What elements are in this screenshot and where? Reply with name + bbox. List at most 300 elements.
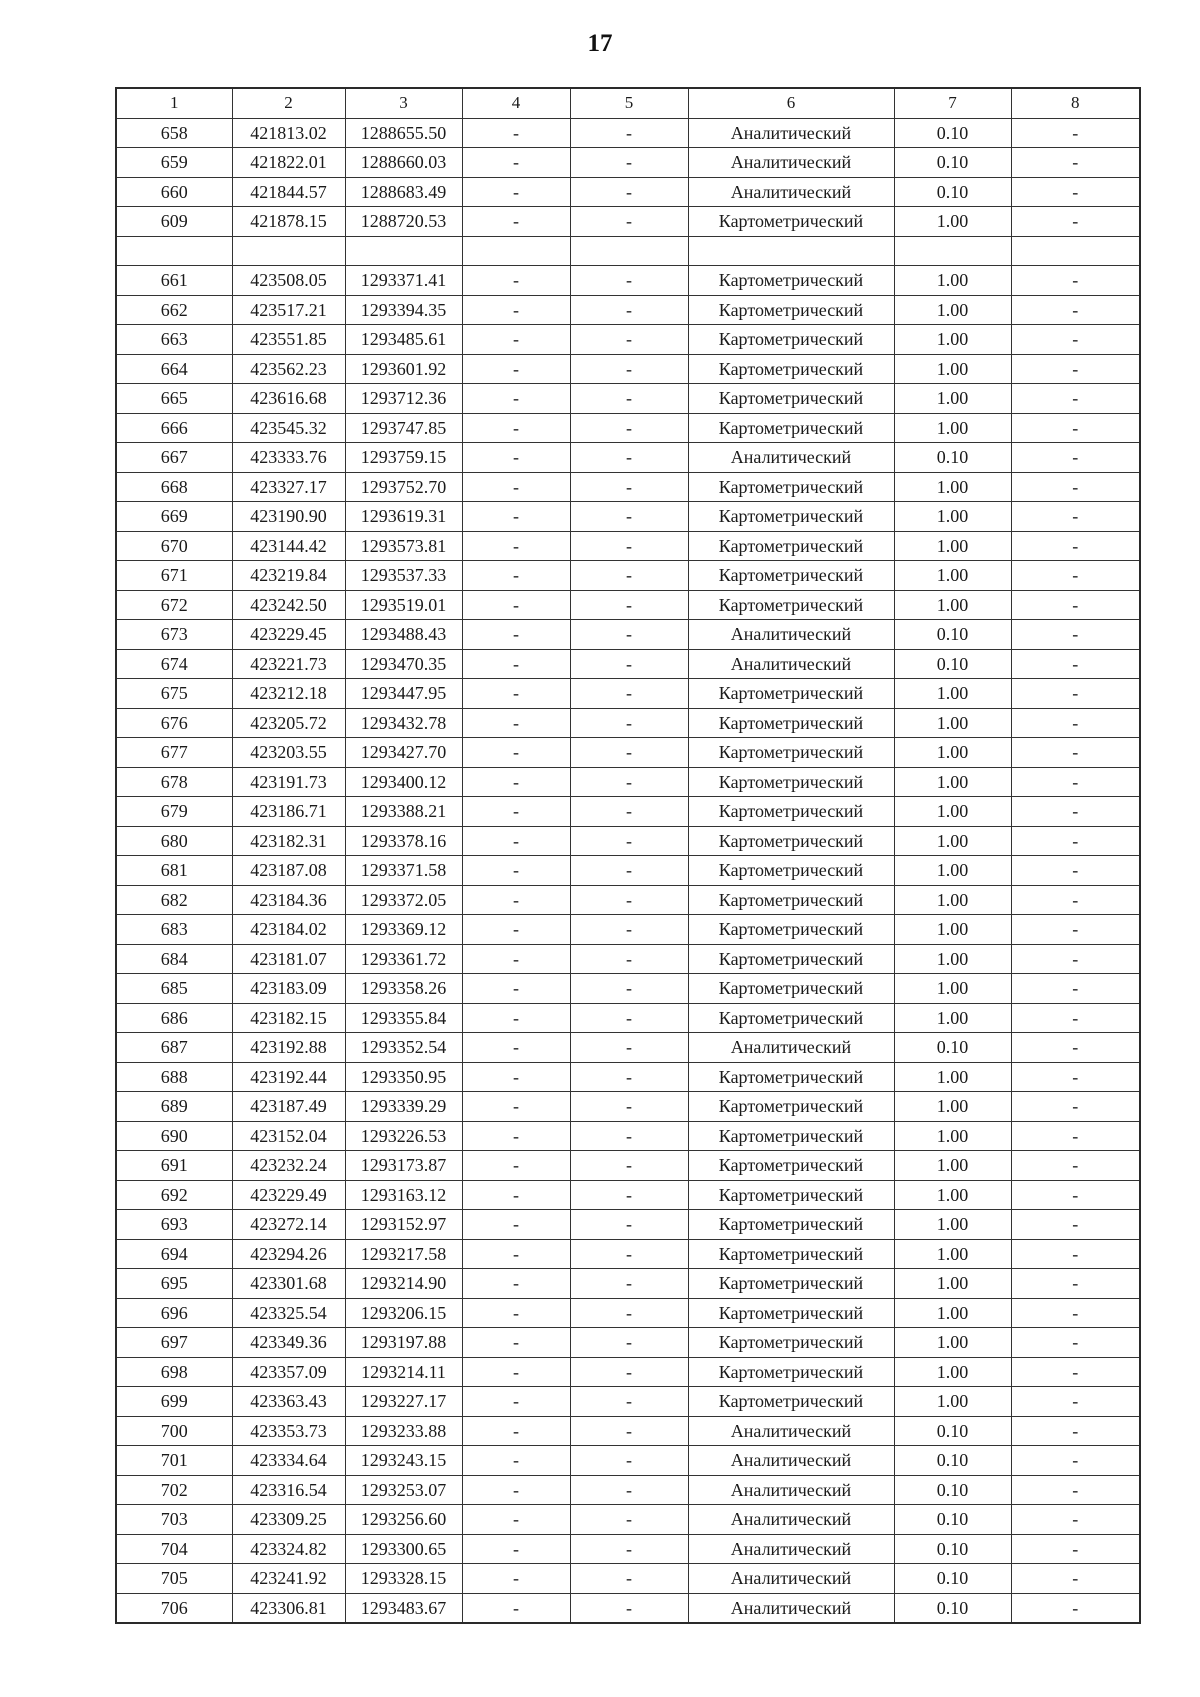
y-coordinate-cell: 1293388.21 — [345, 797, 462, 827]
x-coordinate-cell: 423294.26 — [232, 1239, 345, 1269]
table-row — [116, 561, 1140, 591]
column-5-cell: - — [570, 885, 688, 915]
column-5-cell: - — [570, 1003, 688, 1033]
column-4-cell: - — [462, 295, 570, 325]
method-cell: Картометрический — [688, 1003, 894, 1033]
y-coordinate-cell: 1288720.53 — [345, 207, 462, 237]
column-8-cell: - — [1011, 1151, 1140, 1181]
precision-cell: 1.00 — [894, 1092, 1011, 1122]
y-coordinate-cell: 1293253.07 — [345, 1475, 462, 1505]
table-row — [116, 1298, 1140, 1328]
point-number-cell: 700 — [116, 1416, 232, 1446]
column-5-cell: - — [570, 738, 688, 768]
point-number-cell: 658 — [116, 118, 232, 148]
column-5-cell: - — [570, 207, 688, 237]
column-8-cell: - — [1011, 856, 1140, 886]
point-number-cell: 688 — [116, 1062, 232, 1092]
y-coordinate-cell: 1293206.15 — [345, 1298, 462, 1328]
precision-cell: 0.10 — [894, 1564, 1011, 1594]
table-row — [116, 885, 1140, 915]
column-4-cell: - — [462, 915, 570, 945]
x-coordinate-cell: 423187.49 — [232, 1092, 345, 1122]
column-8-cell: - — [1011, 502, 1140, 532]
column-4-cell: - — [462, 1416, 570, 1446]
x-coordinate-cell: 423186.71 — [232, 797, 345, 827]
column-4-cell: - — [462, 1210, 570, 1240]
method-cell: Аналитический — [688, 620, 894, 650]
precision-cell — [894, 236, 1011, 266]
x-coordinate-cell: 423324.82 — [232, 1534, 345, 1564]
table-row — [116, 1092, 1140, 1122]
method-cell: Картометрический — [688, 1121, 894, 1151]
y-coordinate-cell: 1293519.01 — [345, 590, 462, 620]
column-4-cell: - — [462, 531, 570, 561]
precision-cell: 0.10 — [894, 1534, 1011, 1564]
table-row — [116, 472, 1140, 502]
table-row — [116, 207, 1140, 237]
column-header: 6 — [688, 88, 894, 118]
column-8-cell: - — [1011, 148, 1140, 178]
y-coordinate-cell: 1293328.15 — [345, 1564, 462, 1594]
method-cell: Картометрический — [688, 561, 894, 591]
column-5-cell: - — [570, 1505, 688, 1535]
column-5-cell: - — [570, 649, 688, 679]
column-8-cell: - — [1011, 797, 1140, 827]
column-4-cell: - — [462, 1180, 570, 1210]
x-coordinate-cell: 423183.09 — [232, 974, 345, 1004]
method-cell: Аналитический — [688, 443, 894, 473]
table-row — [116, 148, 1140, 178]
column-4-cell: - — [462, 354, 570, 384]
precision-cell: 1.00 — [894, 856, 1011, 886]
column-8-cell: - — [1011, 1269, 1140, 1299]
column-5-cell: - — [570, 502, 688, 532]
precision-cell: 1.00 — [894, 472, 1011, 502]
precision-cell: 1.00 — [894, 1239, 1011, 1269]
table-row — [116, 649, 1140, 679]
column-8-cell: - — [1011, 1593, 1140, 1623]
column-5-cell: - — [570, 708, 688, 738]
column-4-cell: - — [462, 1298, 570, 1328]
method-cell: Картометрический — [688, 384, 894, 414]
point-number-cell: 685 — [116, 974, 232, 1004]
column-8-cell: - — [1011, 679, 1140, 709]
x-coordinate-cell: 423184.02 — [232, 915, 345, 945]
point-number-cell: 695 — [116, 1269, 232, 1299]
x-coordinate-cell: 423192.44 — [232, 1062, 345, 1092]
column-4-cell: - — [462, 974, 570, 1004]
precision-cell: 1.00 — [894, 531, 1011, 561]
point-number-cell: 690 — [116, 1121, 232, 1151]
column-4-cell: - — [462, 207, 570, 237]
column-8-cell: - — [1011, 1092, 1140, 1122]
point-number-cell: 675 — [116, 679, 232, 709]
point-number-cell: 703 — [116, 1505, 232, 1535]
method-cell: Картометрический — [688, 1357, 894, 1387]
x-coordinate-cell: 423616.68 — [232, 384, 345, 414]
x-coordinate-cell: 423306.81 — [232, 1593, 345, 1623]
y-coordinate-cell: 1293537.33 — [345, 561, 462, 591]
precision-cell: 0.10 — [894, 1505, 1011, 1535]
y-coordinate-cell: 1293352.54 — [345, 1033, 462, 1063]
point-number-cell: 668 — [116, 472, 232, 502]
y-coordinate-cell: 1293488.43 — [345, 620, 462, 650]
method-cell: Картометрический — [688, 502, 894, 532]
method-cell: Картометрический — [688, 1269, 894, 1299]
column-4-cell: - — [462, 590, 570, 620]
table-row — [116, 944, 1140, 974]
column-5-cell: - — [570, 1534, 688, 1564]
table-row — [116, 1475, 1140, 1505]
column-8-cell: - — [1011, 1564, 1140, 1594]
column-8-cell: - — [1011, 708, 1140, 738]
y-coordinate-cell: 1288655.50 — [345, 118, 462, 148]
point-number-cell: 677 — [116, 738, 232, 768]
coordinates-table — [115, 87, 1141, 1624]
column-5-cell: - — [570, 177, 688, 207]
table-row — [116, 1210, 1140, 1240]
point-number-cell: 682 — [116, 885, 232, 915]
table-row — [116, 1446, 1140, 1476]
precision-cell: 1.00 — [894, 974, 1011, 1004]
column-8-cell: - — [1011, 384, 1140, 414]
y-coordinate-cell: 1293483.67 — [345, 1593, 462, 1623]
column-5-cell: - — [570, 1092, 688, 1122]
method-cell: Аналитический — [688, 1475, 894, 1505]
method-cell: Картометрический — [688, 826, 894, 856]
column-4-cell: - — [462, 1062, 570, 1092]
method-cell: Картометрический — [688, 207, 894, 237]
table-row — [116, 502, 1140, 532]
point-number-cell: 702 — [116, 1475, 232, 1505]
column-4-cell: - — [462, 413, 570, 443]
method-cell: Аналитический — [688, 1593, 894, 1623]
table-row — [116, 384, 1140, 414]
column-8-cell: - — [1011, 177, 1140, 207]
column-8-cell: - — [1011, 738, 1140, 768]
method-cell: Аналитический — [688, 148, 894, 178]
point-number-cell: 665 — [116, 384, 232, 414]
column-8-cell: - — [1011, 590, 1140, 620]
column-5-cell: - — [570, 295, 688, 325]
column-4-cell — [462, 236, 570, 266]
point-number-cell: 669 — [116, 502, 232, 532]
column-4-cell: - — [462, 561, 570, 591]
precision-cell: 1.00 — [894, 1062, 1011, 1092]
x-coordinate-cell: 423353.73 — [232, 1416, 345, 1446]
precision-cell: 1.00 — [894, 384, 1011, 414]
y-coordinate-cell: 1293163.12 — [345, 1180, 462, 1210]
x-coordinate-cell: 423229.45 — [232, 620, 345, 650]
column-4-cell: - — [462, 502, 570, 532]
precision-cell: 0.10 — [894, 649, 1011, 679]
precision-cell: 1.00 — [894, 502, 1011, 532]
column-5-cell: - — [570, 797, 688, 827]
x-coordinate-cell: 423190.90 — [232, 502, 345, 532]
table-row — [116, 443, 1140, 473]
method-cell: Картометрический — [688, 266, 894, 296]
column-8-cell: - — [1011, 767, 1140, 797]
table-row — [116, 1328, 1140, 1358]
table-row — [116, 620, 1140, 650]
column-header: 7 — [894, 88, 1011, 118]
column-8-cell: - — [1011, 118, 1140, 148]
x-coordinate-cell: 423325.54 — [232, 1298, 345, 1328]
precision-cell: 1.00 — [894, 1298, 1011, 1328]
method-cell: Картометрический — [688, 679, 894, 709]
column-5-cell: - — [570, 1475, 688, 1505]
table-row — [116, 118, 1140, 148]
method-cell: Картометрический — [688, 708, 894, 738]
column-5-cell: - — [570, 944, 688, 974]
precision-cell: 0.10 — [894, 1475, 1011, 1505]
y-coordinate-cell: 1288660.03 — [345, 148, 462, 178]
point-number-cell: 673 — [116, 620, 232, 650]
x-coordinate-cell: 423363.43 — [232, 1387, 345, 1417]
table-row — [116, 1416, 1140, 1446]
table-row — [116, 826, 1140, 856]
table-row — [116, 1033, 1140, 1063]
column-4-cell: - — [462, 679, 570, 709]
precision-cell: 0.10 — [894, 1033, 1011, 1063]
precision-cell: 1.00 — [894, 354, 1011, 384]
point-number-cell: 705 — [116, 1564, 232, 1594]
table-body — [116, 118, 1140, 1623]
method-cell: Картометрический — [688, 974, 894, 1004]
column-8-cell: - — [1011, 885, 1140, 915]
column-5-cell: - — [570, 384, 688, 414]
method-cell: Аналитический — [688, 1564, 894, 1594]
column-5-cell: - — [570, 1033, 688, 1063]
method-cell: Картометрический — [688, 944, 894, 974]
column-4-cell: - — [462, 1564, 570, 1594]
point-number-cell: 684 — [116, 944, 232, 974]
method-cell: Аналитический — [688, 177, 894, 207]
column-header: 4 — [462, 88, 570, 118]
y-coordinate-cell: 1293427.70 — [345, 738, 462, 768]
point-number-cell — [116, 236, 232, 266]
table-row — [116, 266, 1140, 296]
column-header: 5 — [570, 88, 688, 118]
column-8-cell: - — [1011, 295, 1140, 325]
precision-cell: 1.00 — [894, 266, 1011, 296]
x-coordinate-cell: 423182.15 — [232, 1003, 345, 1033]
x-coordinate-cell: 423182.31 — [232, 826, 345, 856]
column-4-cell: - — [462, 738, 570, 768]
column-5-cell: - — [570, 531, 688, 561]
y-coordinate-cell: 1293470.35 — [345, 649, 462, 679]
precision-cell: 0.10 — [894, 118, 1011, 148]
column-4-cell: - — [462, 1593, 570, 1623]
x-coordinate-cell: 423181.07 — [232, 944, 345, 974]
column-8-cell: - — [1011, 649, 1140, 679]
column-header: 1 — [116, 88, 232, 118]
method-cell: Картометрический — [688, 1387, 894, 1417]
x-coordinate-cell: 421813.02 — [232, 118, 345, 148]
point-number-cell: 663 — [116, 325, 232, 355]
column-5-cell: - — [570, 620, 688, 650]
point-number-cell: 678 — [116, 767, 232, 797]
column-8-cell: - — [1011, 354, 1140, 384]
method-cell: Картометрический — [688, 1062, 894, 1092]
table-row — [116, 708, 1140, 738]
column-8-cell: - — [1011, 531, 1140, 561]
table-row — [116, 1062, 1140, 1092]
column-8-cell: - — [1011, 1446, 1140, 1476]
x-coordinate-cell: 423229.49 — [232, 1180, 345, 1210]
column-5-cell: - — [570, 974, 688, 1004]
y-coordinate-cell: 1293233.88 — [345, 1416, 462, 1446]
x-coordinate-cell: 423242.50 — [232, 590, 345, 620]
y-coordinate-cell: 1293256.60 — [345, 1505, 462, 1535]
x-coordinate-cell: 423191.73 — [232, 767, 345, 797]
x-coordinate-cell: 423327.17 — [232, 472, 345, 502]
column-8-cell: - — [1011, 826, 1140, 856]
method-cell: Картометрический — [688, 295, 894, 325]
column-4-cell: - — [462, 443, 570, 473]
table-row — [116, 767, 1140, 797]
table-row — [116, 1121, 1140, 1151]
method-cell: Аналитический — [688, 118, 894, 148]
y-coordinate-cell: 1293173.87 — [345, 1151, 462, 1181]
column-8-cell: - — [1011, 472, 1140, 502]
x-coordinate-cell: 423232.24 — [232, 1151, 345, 1181]
x-coordinate-cell: 423203.55 — [232, 738, 345, 768]
point-number-cell: 696 — [116, 1298, 232, 1328]
column-4-cell: - — [462, 1328, 570, 1358]
precision-cell: 1.00 — [894, 738, 1011, 768]
method-cell — [688, 236, 894, 266]
column-5-cell: - — [570, 1062, 688, 1092]
column-5-cell: - — [570, 826, 688, 856]
column-8-cell: - — [1011, 974, 1140, 1004]
column-5-cell: - — [570, 1239, 688, 1269]
column-4-cell: - — [462, 1121, 570, 1151]
column-8-cell: - — [1011, 1505, 1140, 1535]
column-8-cell: - — [1011, 1298, 1140, 1328]
table-row — [116, 1534, 1140, 1564]
point-number-cell: 670 — [116, 531, 232, 561]
y-coordinate-cell: 1293214.90 — [345, 1269, 462, 1299]
method-cell: Картометрический — [688, 738, 894, 768]
x-coordinate-cell: 421822.01 — [232, 148, 345, 178]
point-number-cell: 679 — [116, 797, 232, 827]
x-coordinate-cell: 423192.88 — [232, 1033, 345, 1063]
point-number-cell: 674 — [116, 649, 232, 679]
column-5-cell: - — [570, 1387, 688, 1417]
column-5-cell: - — [570, 1564, 688, 1594]
point-number-cell: 701 — [116, 1446, 232, 1476]
precision-cell: 1.00 — [894, 207, 1011, 237]
table-row — [116, 531, 1140, 561]
table-row — [116, 1269, 1140, 1299]
column-8-cell: - — [1011, 1003, 1140, 1033]
column-4-cell: - — [462, 266, 570, 296]
table-row — [116, 413, 1140, 443]
column-8-cell: - — [1011, 207, 1140, 237]
column-4-cell: - — [462, 885, 570, 915]
column-4-cell: - — [462, 1446, 570, 1476]
precision-cell: 1.00 — [894, 1387, 1011, 1417]
column-header: 2 — [232, 88, 345, 118]
column-4-cell: - — [462, 767, 570, 797]
y-coordinate-cell: 1293712.36 — [345, 384, 462, 414]
point-number-cell: 681 — [116, 856, 232, 886]
method-cell: Картометрический — [688, 1298, 894, 1328]
x-coordinate-cell: 423187.08 — [232, 856, 345, 886]
x-coordinate-cell: 423221.73 — [232, 649, 345, 679]
precision-cell: 1.00 — [894, 1328, 1011, 1358]
precision-cell: 0.10 — [894, 1446, 1011, 1476]
column-5-cell: - — [570, 148, 688, 178]
precision-cell: 1.00 — [894, 325, 1011, 355]
x-coordinate-cell: 423508.05 — [232, 266, 345, 296]
x-coordinate-cell: 421878.15 — [232, 207, 345, 237]
precision-cell: 0.10 — [894, 148, 1011, 178]
precision-cell: 1.00 — [894, 295, 1011, 325]
table-row — [116, 1239, 1140, 1269]
method-cell: Аналитический — [688, 1416, 894, 1446]
column-4-cell: - — [462, 620, 570, 650]
method-cell: Картометрический — [688, 1328, 894, 1358]
table-row — [116, 1564, 1140, 1594]
point-number-cell: 659 — [116, 148, 232, 178]
y-coordinate-cell: 1293485.61 — [345, 325, 462, 355]
x-coordinate-cell — [232, 236, 345, 266]
point-number-cell: 697 — [116, 1328, 232, 1358]
table-row — [116, 974, 1140, 1004]
precision-cell: 1.00 — [894, 826, 1011, 856]
precision-cell: 0.10 — [894, 1416, 1011, 1446]
column-5-cell: - — [570, 354, 688, 384]
column-4-cell: - — [462, 1505, 570, 1535]
column-4-cell: - — [462, 708, 570, 738]
x-coordinate-cell: 423219.84 — [232, 561, 345, 591]
y-coordinate-cell — [345, 236, 462, 266]
table-row — [116, 236, 1140, 266]
point-number-cell: 683 — [116, 915, 232, 945]
table-row — [116, 354, 1140, 384]
x-coordinate-cell: 423562.23 — [232, 354, 345, 384]
column-8-cell: - — [1011, 1357, 1140, 1387]
x-coordinate-cell: 423212.18 — [232, 679, 345, 709]
y-coordinate-cell: 1293601.92 — [345, 354, 462, 384]
y-coordinate-cell: 1293227.17 — [345, 1387, 462, 1417]
y-coordinate-cell: 1293300.65 — [345, 1534, 462, 1564]
y-coordinate-cell: 1293432.78 — [345, 708, 462, 738]
column-8-cell: - — [1011, 915, 1140, 945]
precision-cell: 1.00 — [894, 1210, 1011, 1240]
method-cell: Картометрический — [688, 325, 894, 355]
page-number: 17 — [587, 30, 613, 57]
y-coordinate-cell: 1293619.31 — [345, 502, 462, 532]
table-row — [116, 797, 1140, 827]
column-8-cell: - — [1011, 1033, 1140, 1063]
point-number-cell: 692 — [116, 1180, 232, 1210]
precision-cell: 1.00 — [894, 944, 1011, 974]
x-coordinate-cell: 423309.25 — [232, 1505, 345, 1535]
column-8-cell: - — [1011, 266, 1140, 296]
y-coordinate-cell: 1293243.15 — [345, 1446, 462, 1476]
column-5-cell: - — [570, 413, 688, 443]
y-coordinate-cell: 1293752.70 — [345, 472, 462, 502]
column-5-cell: - — [570, 266, 688, 296]
column-8-cell: - — [1011, 944, 1140, 974]
table-row — [116, 679, 1140, 709]
column-8-cell: - — [1011, 1534, 1140, 1564]
point-number-cell: 672 — [116, 590, 232, 620]
column-8-cell: - — [1011, 1121, 1140, 1151]
